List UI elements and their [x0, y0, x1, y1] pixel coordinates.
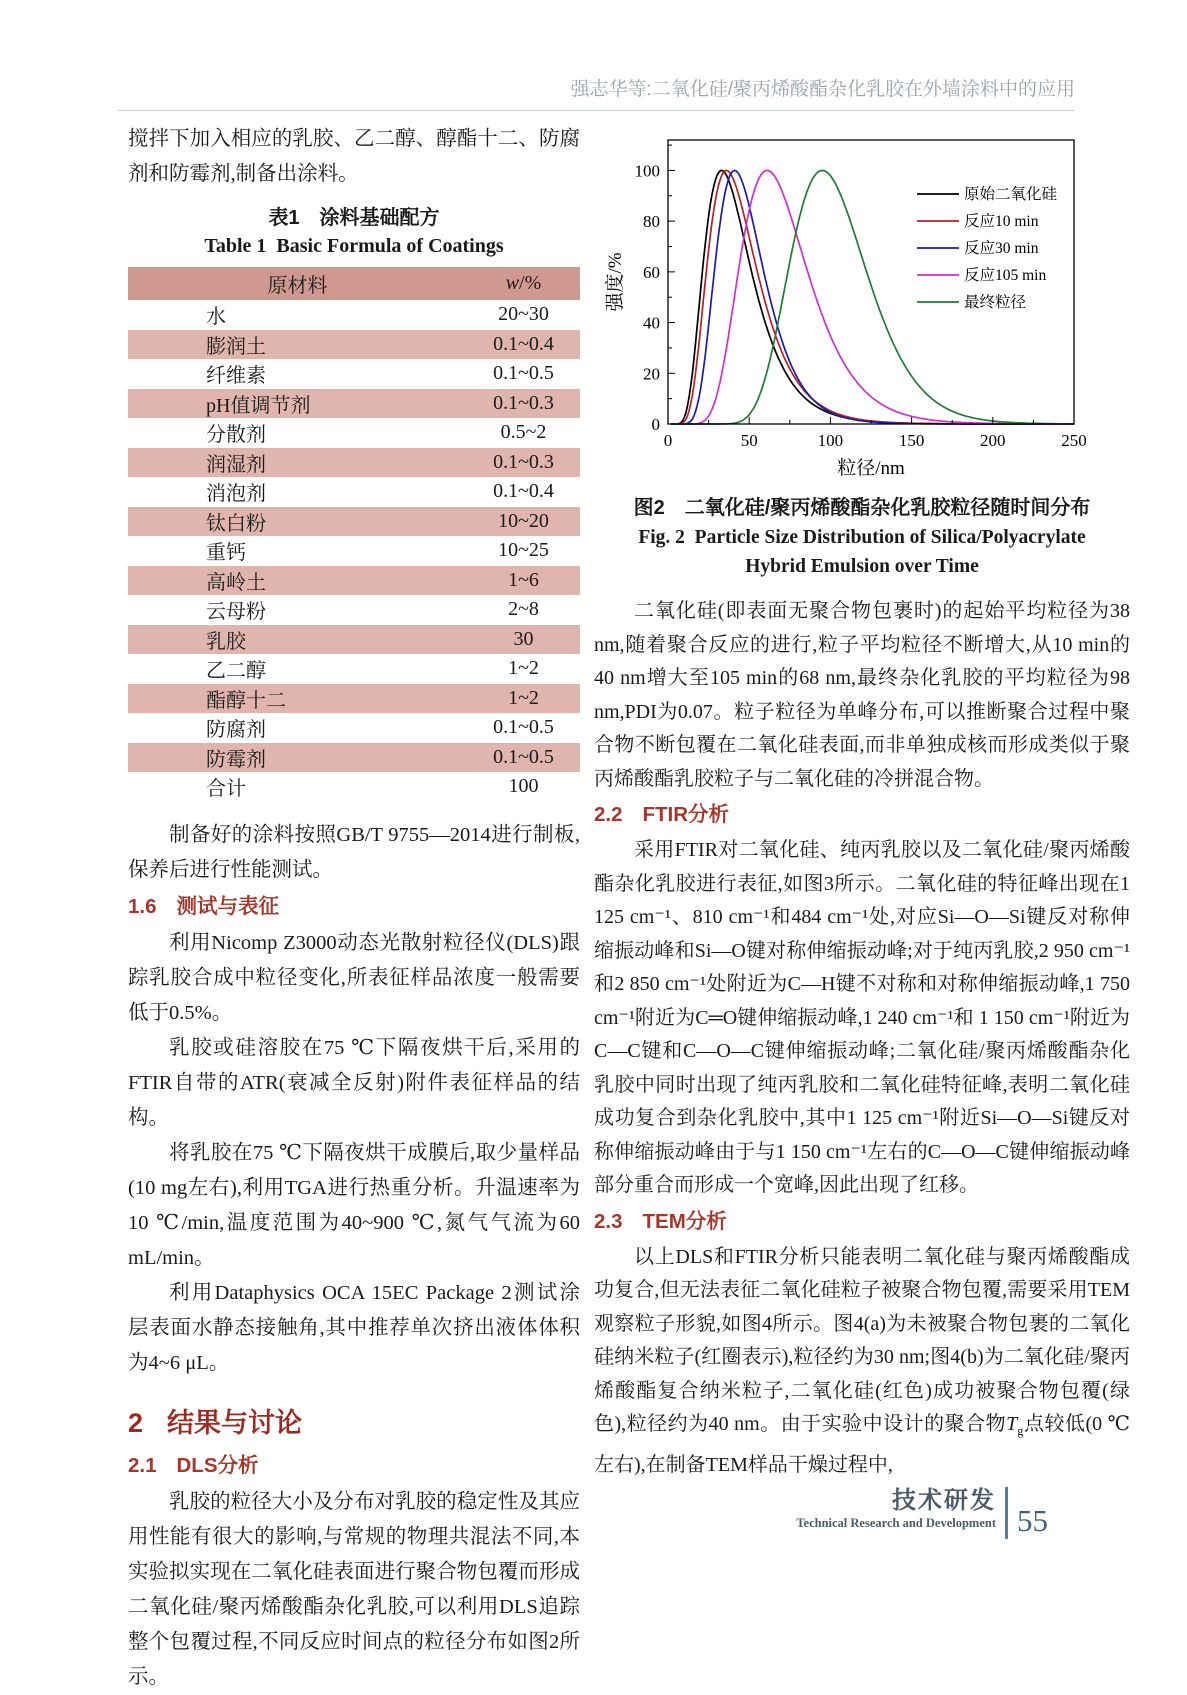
percent-cell: 20~30: [498, 303, 549, 326]
percent-cell: 0.5~2: [500, 421, 547, 444]
table-1-block: [128, 204, 580, 802]
material-cell: pH值调节剂: [206, 394, 311, 417]
table-title-zh: 表1 涂料基础配方: [268, 207, 440, 229]
svg-text:0: 0: [651, 415, 660, 434]
section-heading-2-2: 2.2 FTIR分析: [594, 803, 730, 826]
formula-table-body: [128, 300, 580, 802]
left-column: [128, 122, 580, 1695]
percent-cell: 0.1~0.3: [493, 450, 554, 473]
material-cell: 钛白粉: [206, 512, 266, 535]
svg-text:原始二氧化硅: 原始二氧化硅: [964, 186, 1058, 203]
footer: [796, 1487, 1048, 1539]
table-row: [128, 507, 580, 537]
table-row: [128, 654, 580, 684]
footer-section: [796, 1487, 1008, 1539]
svg-text:反应30 min: 反应30 min: [964, 240, 1039, 257]
percent-cell: 0.1~0.5: [493, 745, 554, 768]
right-column: [594, 122, 1130, 1695]
percent-cell: 10~25: [498, 539, 549, 562]
svg-text:60: 60: [643, 262, 660, 282]
material-cell: 纤维素: [206, 365, 266, 388]
percent-cell: 1~6: [508, 568, 539, 591]
table-row: [128, 713, 580, 743]
formula-table-header: [128, 267, 580, 300]
percent-cell: 0.1~0.4: [493, 480, 554, 503]
ftir-analysis-paragraph: 采用FTIR对二氧化硅、纯丙乳胶以及二氧化硅/聚丙烯酸酯杂化乳胶进行表征,如图3所示。二氧化硅的特征峰出现在1 125 cm⁻¹、810 cm⁻¹和484 cm⁻¹处,对应Si—O—Si键反对称伸缩振动峰和Si—O键对称伸缩振动峰;对于纯丙乳胶,2 950 cm⁻¹和2 850 cm⁻¹处附近为C—H键不对称和对称伸缩振动峰,1 750 cm⁻¹附近为C═O键伸缩振动峰,1 240 cm⁻¹和 1 150 cm⁻¹附近为C—C键和C—O—C键伸缩振动峰;二氧化硅/聚丙烯酸酯杂化乳胶中同时出现了纯丙乳胶和二氧化硅特征峰,表明二氧化硅成功复合到杂化乳胶中,其中1 125 cm⁻¹附近Si—O—Si键反对称伸缩振动峰由于与1 150 cm⁻¹左右的C—O—C键伸缩振动峰部分重合而形成一个宽峰,因此出现了红移。: [594, 839, 1130, 1196]
material-cell: 消泡剂: [206, 483, 266, 506]
svg-text:反应10 min: 反应10 min: [964, 213, 1039, 230]
table-row: [128, 389, 580, 419]
material-cell: 乳胶: [206, 630, 246, 653]
page-body: [128, 122, 1130, 1695]
table-row: [128, 595, 580, 625]
ftir-method-paragraph: 乳胶或硅溶胶在75 ℃下隔夜烘干后,采用的FTIR自带的ATR(衰减全反射)附件表征样品的结构。: [128, 1036, 580, 1129]
material-cell: 合计: [206, 778, 246, 801]
table-row: [128, 566, 580, 596]
tg-symbol: T: [1006, 1413, 1018, 1435]
material-cell: 润湿剂: [206, 453, 266, 476]
svg-text:80: 80: [643, 212, 660, 232]
section-heading-2-1: 2.1 DLS分析: [128, 1453, 259, 1477]
svg-text:100: 100: [817, 431, 844, 450]
dls-instrument-paragraph: 利用Nicomp Z3000动态光散射粒径仪(DLS)跟踪乳胶合成中粒径变化,所表征样品浓度一般需要低于0.5%。: [128, 931, 580, 1024]
material-cell: 膨润土: [206, 335, 266, 358]
svg-text:强度/%: 强度/%: [605, 252, 626, 312]
svg-text:0: 0: [663, 431, 673, 450]
footer-section-en: Technical Research and Development: [796, 1516, 996, 1530]
section-heading-2-3: 2.3 TEM分析: [594, 1209, 727, 1233]
material-cell: 分散剂: [206, 424, 266, 447]
running-head: 强志华等:二氧化硅/聚丙烯酸酯杂化乳胶在外墙涂料中的应用: [118, 74, 1075, 111]
table-row: [128, 418, 580, 448]
table-title-en: Table 1 Basic Formula of Coatings: [204, 235, 504, 257]
table-row: [128, 330, 580, 360]
tem-analysis-paragraph: 以上DLS和FTIR分析只能表明二氧化硅与聚丙烯酸酯成功复合,但无法表征二氧化硅粒子被聚合物包覆,需要采用TEM观察粒子形貌,如图4所示。图4(a)为未被聚合物包裹的二氧化硅纳米粒子(红圈表示),粒径约为30 nm;图4(b)为二氧化硅/聚丙烯酸酯复合纳米粒子,二氧化硅(红色)成功被聚合物包覆(绿色),粒径约为40 nm。由于实验中设计的聚合物$T_g$点较低(0 ℃左右),在制备TEM样品干燥过程中,: [594, 1245, 1130, 1476]
tg-subscript: g: [1017, 1424, 1024, 1438]
material-cell: 水: [206, 306, 226, 329]
page-number: 55: [1017, 1503, 1048, 1538]
material-cell: 重钙: [206, 542, 246, 565]
svg-text:反应105 min: 反应105 min: [964, 267, 1047, 284]
figure-2-chart: [604, 128, 1130, 485]
material-cell: 酯醇十二: [206, 689, 286, 712]
percent-cell: 2~8: [508, 598, 539, 621]
table-row: [128, 477, 580, 507]
figure-2-caption-en: Fig. 2 Particle Size Distribution of Silica/Polyacrylate Hybrid Emulsion over Time: [638, 527, 1086, 577]
material-column-header: 原材料: [128, 267, 467, 300]
svg-text:50: 50: [740, 431, 758, 450]
table-row: [128, 743, 580, 773]
section-heading-2: 2 结果与讨论: [128, 1407, 303, 1438]
percent-column-header: w/%: [467, 267, 580, 300]
formula-table: [128, 267, 580, 802]
prep-paragraph: 制备好的涂料按照GB/T 9755—2014进行制板,保养后进行性能测试。: [128, 823, 580, 881]
tga-method-paragraph: 将乳胶在75 ℃下隔夜烘干成膜后,取少量样品(10 mg左右),利用TGA进行热重分析。升温速率为10 ℃/min,温度范围为40~900 ℃,氮气气流为60 mL/min。: [128, 1141, 580, 1269]
section-heading-1-6: 1.6 测试与表征: [128, 894, 279, 918]
svg-text:200: 200: [980, 431, 1006, 450]
svg-text:100: 100: [634, 161, 660, 181]
footer-section-zh: 技术研发: [892, 1487, 996, 1514]
svg-text:20: 20: [643, 364, 660, 384]
intro-paragraph: 搅拌下加入相应的乳胶、乙二醇、醇酯十二、防腐剂和防霉剂,制备出涂料。: [128, 128, 580, 185]
svg-text:150: 150: [898, 431, 925, 450]
percent-cell: 10~20: [498, 509, 549, 532]
table-row: [128, 448, 580, 478]
material-cell: 防霉剂: [206, 748, 266, 771]
percent-cell: 30: [513, 627, 534, 650]
figure-2-caption-zh: 图2 二氧化硅/聚丙烯酸酯杂化乳胶粒径随时间分布: [633, 497, 1091, 519]
material-cell: 云母粉: [206, 601, 266, 624]
table-row: [128, 684, 580, 714]
percent-cell: 1~2: [508, 686, 539, 709]
table-row: [128, 536, 580, 566]
percent-cell: 100: [508, 775, 539, 798]
percent-cell: 0.1~0.3: [493, 391, 554, 414]
svg-text:粒径/nm: 粒径/nm: [837, 458, 905, 479]
percent-cell: 0.1~0.4: [493, 332, 554, 355]
table-row: [128, 300, 580, 330]
table-row: [128, 359, 580, 389]
material-cell: 高岭土: [206, 571, 266, 594]
table-row: [128, 625, 580, 655]
table-row: [128, 772, 580, 802]
contact-angle-paragraph: 利用Dataphysics OCA 15EC Package 2测试涂层表面水静态接触角,其中推荐单次挤出液体体积为4~6 μL。: [128, 1281, 580, 1374]
svg-text:250: 250: [1061, 431, 1087, 450]
percent-cell: 0.1~0.5: [493, 362, 554, 385]
dls-intro-paragraph: 乳胶的粒径大小及分布对乳胶的稳定性及其应用性能有很大的影响,与常规的物理共混法不同,本实验拟实现在二氧化硅表面进行聚合物包覆而形成二氧化硅/聚丙烯酸酯杂化乳胶,可以利用DLS追踪整个包覆过程,不同反应时间点的粒径分布如图2所示。: [128, 1490, 580, 1688]
particle-size-distribution-plot: [604, 128, 1094, 480]
svg-text:40: 40: [643, 313, 660, 333]
percent-cell: 1~2: [508, 657, 539, 680]
dls-result-paragraph: 二氧化硅(即表面无聚合物包裹时)的起始平均粒径为38 nm,随着聚合反应的进行,粒子平均粒径不断增大,从10 min的40 nm增大至105 min的68 nm,最终杂化乳胶的平均粒径为98 nm,PDI为0.07。粒子粒径为单峰分布,可以推断聚合过程中聚合物不断包覆在二氧化硅表面,而非单独成核而形成类似于聚丙烯酸酯乳胶粒子与二氧化硅的冷拼混合物。: [594, 600, 1130, 790]
percent-cell: 0.1~0.5: [493, 716, 554, 739]
material-cell: 乙二醇: [206, 660, 266, 683]
material-cell: 防腐剂: [206, 719, 266, 742]
svg-text:最终粒径: 最终粒径: [964, 294, 1027, 311]
